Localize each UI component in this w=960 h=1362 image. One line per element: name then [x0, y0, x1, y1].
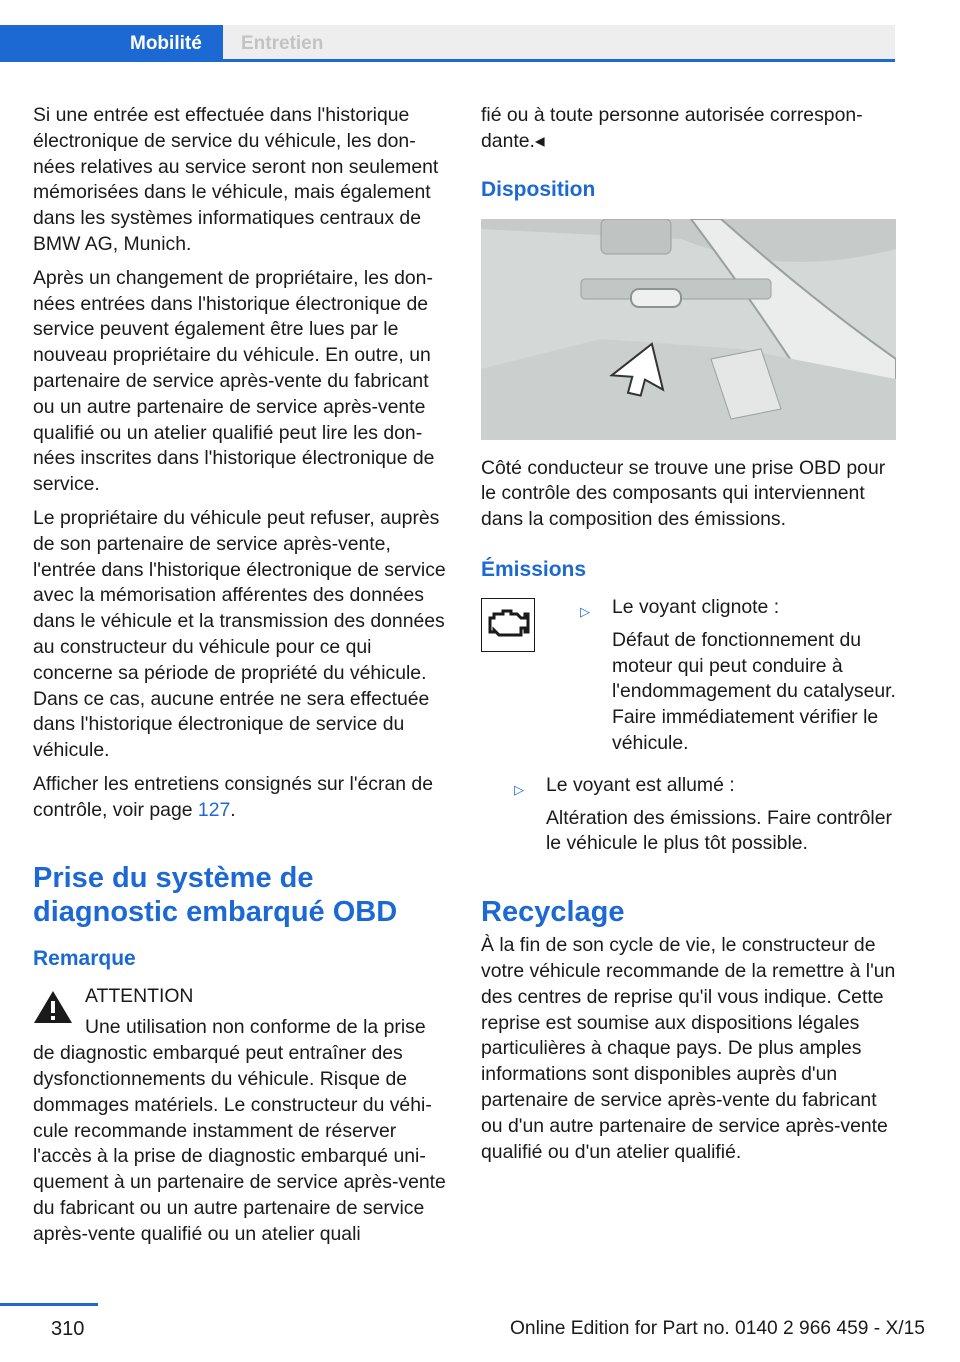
paragraph: Le propriétaire du véhicule peut refuser, auprès de son partenaire de service après-vente, l'entrée dans l'historique électronique de service avec la mémorisation afférentes des données dans le véhicule et la transmission des données au constructeur du véhicule pour ce qui concerne sa période de propriété du véhicule. Dans ce cas, aucune entrée ne sera effectuée dans l'historique électronique de service du véhicule.	[33, 506, 446, 762]
paragraph: Si une entrée est effectuée dans l'historique électronique de service du véhicule, les données relatives au service seront non seulement mémorisées dans le véhicule, mais également dans les systèmes informatiques centraux de BMW AG, Munich.	[33, 104, 439, 255]
tab-entretien-label: Entretien	[241, 33, 324, 54]
paragraph-text: Afficher les entretiens consignés sur l'écran de contrôle, voir page	[33, 772, 433, 821]
warning-body: Une utilisation non conforme de la prise de diagnostic embarqué peut entraîner des dysfonctionnements du véhicule. Risque de dommages matériels. Le constructeur du véhicule recommande instamment de réserver l'accès à la prise de diagnostic embarqué uniquement à un partenaire de service après-vente du fabricant ou un autre partenaire de service après-vente qualifié ou un atelier quali	[33, 1016, 446, 1245]
obd-illustration	[481, 219, 896, 440]
photo-caption: Côté conducteur se trouve une prise OBD pour le contrôle des composants qui interviennent dans la composition des émissions.	[481, 456, 886, 531]
triangle-bullet-icon: ▷	[580, 603, 590, 619]
subheading-disposition: Disposition	[481, 177, 596, 201]
list-item	[580, 595, 896, 765]
item-detail: Altération des émissions. Faire contrôler le véhicule le plus tôt possible.	[546, 806, 892, 855]
item-title: Le voyant est allumé :	[546, 773, 735, 796]
warning-heading: ATTENTION	[85, 984, 194, 1007]
right-column	[481, 103, 896, 1173]
subheading-emissions: Émissions	[481, 557, 587, 581]
emissions-list	[580, 595, 896, 765]
tab-mobilite[interactable]	[0, 25, 223, 62]
subheading-remarque: Remarque	[33, 946, 136, 970]
triangle-bullet-icon: ▷	[514, 781, 524, 797]
list-item	[514, 773, 896, 865]
warning-text	[33, 1015, 451, 1247]
paragraph	[33, 772, 451, 824]
tab-mobilite-label: Mobilité	[130, 33, 202, 54]
item-title: Le voyant clignote :	[612, 595, 780, 618]
obd-location-photo	[481, 219, 896, 440]
warning-box	[33, 984, 451, 1010]
page-link[interactable]: 127	[197, 798, 231, 821]
left-column	[33, 103, 451, 1255]
footer-rule	[0, 1303, 98, 1306]
section-heading-obd: Prise du système de diagnostic embarqué OBD	[33, 861, 398, 928]
edition-note: Online Edition for Part no. 0140 2 966 459 - X/15	[510, 1318, 925, 1339]
item-detail: Défaut de fonctionnement du moteur qui peut conduire à l'endommagement du catalyseur. Faire immédiatement vérifier le véhicule.	[612, 628, 896, 754]
tab-entretien[interactable]	[223, 25, 895, 62]
emissions-list-2	[514, 773, 896, 865]
engine-warning-icon	[481, 598, 535, 652]
emissions-block	[481, 595, 896, 765]
page-number: 310	[51, 1318, 85, 1340]
paragraph-end: .	[230, 798, 236, 821]
warning-icon	[33, 989, 73, 1025]
section-heading-recyclage: Recyclage	[481, 896, 625, 929]
recycling-text: À la fin de son cycle de vie, le constructeur de votre véhicule recommande de la remettre à l'un des centres de reprise qu'il vous indique. Cette reprise est soumise aux dispositions légales particulières à chaque pays. De plus amples informations sont disponibles auprès d'un partenaire de service après-vente du fabricant ou d'un autre partenaire de service après-vente qualifié ou d'un atelier qualifié.	[481, 934, 896, 1163]
section-tabs	[0, 25, 895, 62]
paragraph-continued: fié ou à toute personne autorisée correspondante.◂	[481, 104, 863, 152]
paragraph: Après un changement de propriétaire, les données entrées dans l'historique électronique de service peuvent également être lues par le nouveau propriétaire du véhicule. En outre, un partenaire de service après-vente du fabricant ou un autre partenaire de service après-vente qualifié ou un atelier qualifié peut lire les données inscrites dans l'historique électronique de service.	[33, 266, 435, 496]
